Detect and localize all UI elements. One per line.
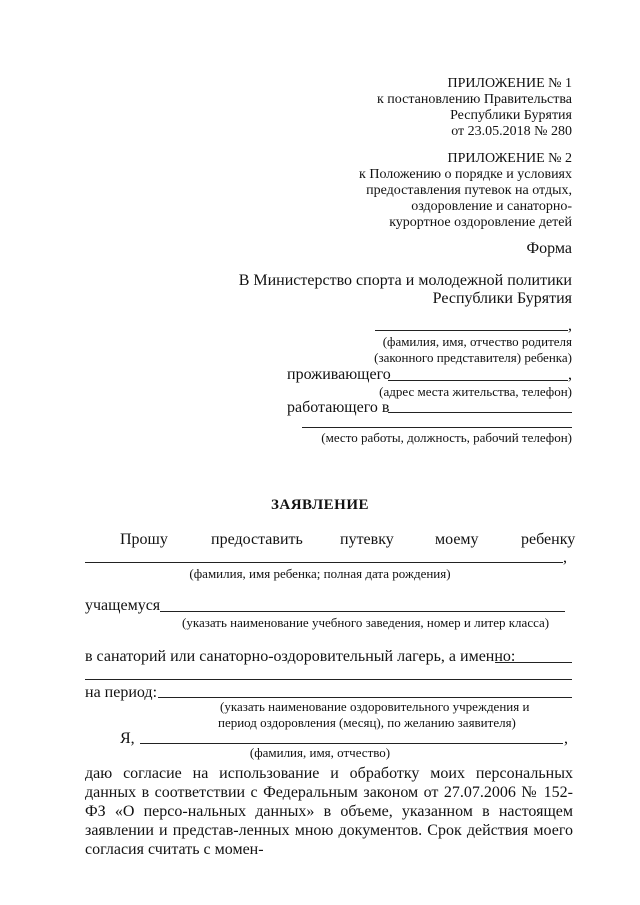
i-comma: ,: [564, 730, 568, 747]
period-label: на период:: [85, 684, 158, 701]
period-caption1: (указать наименование оздоровительного учреждения и: [220, 699, 530, 714]
child-name-line: [85, 562, 563, 563]
applicant-comma: ,: [568, 317, 572, 334]
child-caption: (фамилия, имя ребенка; полная дата рождения): [189, 566, 451, 581]
appendix2-line1: к Положению о порядке и условиях: [359, 167, 572, 182]
addressee-line1: В Министерство спорта и молодежной политики: [238, 272, 572, 289]
form-label: Форма: [526, 240, 572, 257]
period-line: [158, 697, 572, 698]
appendix1-line3: от 23.05.2018 № 280: [451, 124, 572, 139]
request-word-4: моему: [435, 531, 479, 548]
applicant-caption1: (фамилия, имя, отчество родителя: [382, 334, 572, 349]
appendix1-title: ПРИЛОЖЕНИЕ № 1: [447, 76, 572, 91]
request-word-5: ребенку: [521, 531, 576, 548]
working-label: работающего в: [287, 399, 390, 416]
working-line: [388, 412, 572, 413]
applicant-caption2: (законного представителя) ребенка): [374, 350, 572, 365]
working-caption: (место работы, должность, рабочий телефон): [321, 430, 572, 445]
appendix2-line3: оздоровление и санаторно-: [411, 199, 572, 214]
sanatorium-line: [495, 662, 572, 663]
statement-title: ЗАЯВЛЕНИЕ: [270, 497, 370, 513]
appendix1-line2: Республики Бурятия: [450, 108, 572, 123]
applicant-name-line: [375, 330, 568, 331]
residing-caption: (адрес места жительства, телефон): [379, 384, 572, 399]
period-caption2: период оздоровления (месяц), по желанию заявителя): [218, 715, 516, 730]
sanatorium-line-2: [85, 679, 572, 680]
appendix1-line1: к постановлению Правительства: [376, 92, 572, 107]
request-word-1: Прошу: [120, 531, 168, 548]
working-line-2: [302, 427, 572, 428]
request-word-2: предоставить: [211, 531, 303, 548]
student-label: учащемуся: [85, 597, 161, 614]
i-name-line: [140, 743, 563, 744]
child-comma: ,: [563, 549, 567, 566]
sanatorium-text: в санаторий или санаторно-оздоровительный лагерь, а именно:: [85, 648, 516, 665]
residing-comma: ,: [568, 366, 572, 383]
addressee-line2: Республики Бурятия: [432, 290, 572, 307]
student-caption: (указать наименование учебного заведения, номер и литер класса): [182, 615, 550, 630]
student-line: [160, 611, 565, 612]
appendix2-title: ПРИЛОЖЕНИЕ № 2: [447, 151, 572, 166]
i-label: Я,: [120, 730, 135, 747]
residing-label: проживающего: [287, 366, 391, 383]
consent-paragraph: даю согласие на использование и обработку моих персональных данных в соответствии с Федеральным законом от 27.07.2006 № 152-ФЗ «О персо-нальных данных» в объеме, указанном в настоящем заявлении и представ-ленных мною документов. Срок действия моего согласия считать с момен-: [85, 765, 573, 858]
i-caption: (фамилия, имя, отчество): [249, 745, 391, 760]
request-word-3: путевку: [340, 531, 394, 548]
appendix2-line2: предоставления путевок на отдых,: [366, 183, 572, 198]
residing-line: [388, 380, 568, 381]
appendix2-line4: курортное оздоровление детей: [389, 215, 572, 230]
